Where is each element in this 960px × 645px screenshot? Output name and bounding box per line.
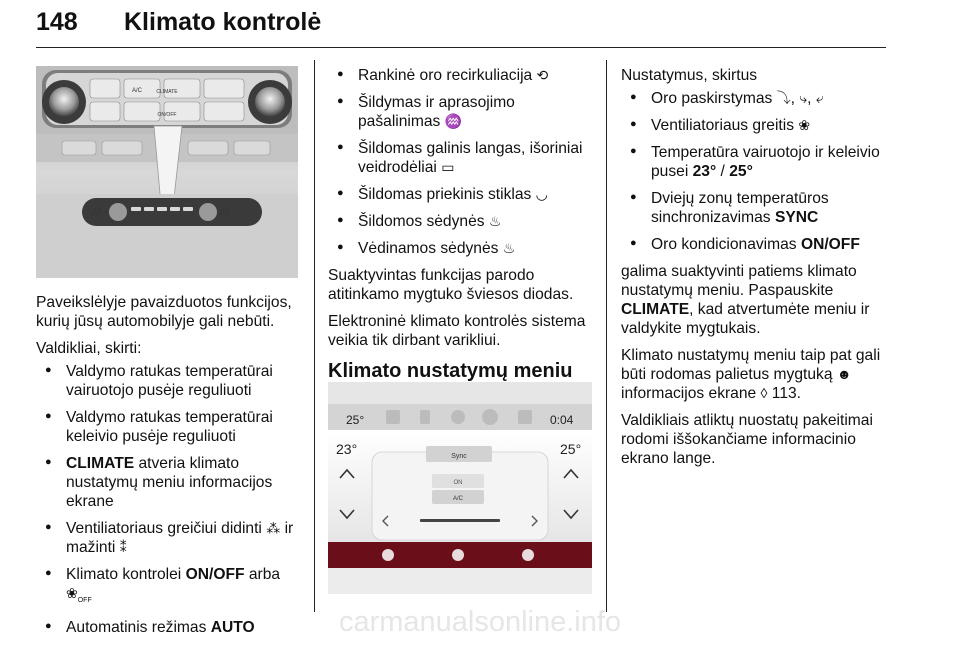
air-distribution-icon-3: ⤶ [815, 90, 824, 106]
list-item: ● Automatinis režimas AUTO [36, 618, 306, 637]
functions-list [328, 66, 596, 258]
list-item: ● Valdymo ratukas temperatūrai keleivio pusėje reguliuoti [36, 408, 306, 446]
controls-list [36, 362, 306, 637]
activate-paragraph: galima suaktyvinti patiems klimato nustatymų meniu. Paspauskite CLIMATE, kad atvertumėte meniu ir valdykite mygtukais. [621, 263, 870, 337]
settings-list [621, 89, 889, 254]
column-divider-2 [606, 60, 607, 612]
screen-outside-temp: 25° [346, 413, 365, 427]
screen-on-label: ON [453, 480, 463, 486]
screen-temp-left: 23° [336, 441, 358, 457]
list-item: ● CLIMATE atveria klimato nustatymų meniu informacijos ekrane [36, 454, 306, 511]
list-item: ● Ventiliatoriaus greičiui didinti ⁂ ir mažinti ⁑ [36, 519, 306, 557]
list-item: ● Vėdinamos sėdynės ♨ [328, 239, 596, 258]
figure-temp-right: 20 [219, 207, 230, 217]
fan-off-icon: ❀ [66, 585, 78, 601]
climate-menu-screen-figure [328, 382, 592, 594]
screen-sync-button: Sync [451, 453, 467, 460]
controls-intro: Valdikliai, skirti: [36, 340, 142, 357]
popup-paragraph: Valdikliais atliktų nuostatų pakeitimai rodomi iššokančiame informacinio ekrano lange. [621, 412, 873, 467]
list-item: ● Temperatūra vairuotojo ir keleivio pusei 23° / 25° [621, 143, 889, 181]
figure-temp-left: 22 [91, 207, 102, 217]
list-item: ● Valdymo ratukas temperatūrai vairuotojo pusėje reguliuoti [36, 362, 306, 400]
watermark: carmanualsonline.info [338, 606, 622, 638]
engine-paragraph: Elektroninė klimato kontrolės sistema veikia tik dirbant varikliui. [328, 313, 586, 349]
header-rule [36, 47, 886, 48]
rear-window-heat-icon: ▭ [441, 159, 455, 175]
screen-ac-label: A/C [452, 496, 464, 502]
figure-onoff-label: ON/OFF [157, 112, 177, 118]
ventilated-seat-icon: ♨ [502, 240, 516, 256]
column-1 [36, 293, 306, 645]
info-display-paragraph: Klimato nustatymų meniu taip pat gali būti rodomas palietus mygtuką ☻ informacijos ekrane ◊ 113. [621, 347, 881, 402]
figure-climate-label: CLIMATE [156, 89, 178, 95]
page-title: Klimato kontrolė [124, 8, 322, 36]
list-item: ● Oro kondicionavimas ON/OFF [621, 235, 889, 254]
screen-clock: 0:04 [550, 413, 574, 427]
list-item: ● Šildomos sėdynės ♨ [328, 212, 596, 231]
recirculation-icon: ⟲ [536, 67, 549, 83]
figure-caption: Paveikslėlyje pavaizduotos funkcijos, kurių jūsų automobilyje gali nebūti. [36, 294, 292, 330]
list-item: ● Rankinė oro recirkuliacija ⟲ [328, 66, 596, 85]
column-3 [621, 66, 889, 476]
list-item: ● Šildomas galinis langas, išoriniai veidrodėliai ▭ [328, 139, 596, 177]
page-number: 148 [36, 8, 78, 36]
fan-increase-icon: ⁂ [266, 520, 281, 536]
list-item: ● Šildymas ir aprasojimo pašalinimas ♒ [328, 93, 596, 131]
climate-app-icon: ☻ [836, 366, 852, 382]
page-header [36, 8, 886, 48]
climate-panel-figure [36, 66, 298, 278]
column-2 [328, 66, 596, 414]
column-divider-1 [314, 60, 315, 612]
fan-decrease-icon: ⁑ [119, 539, 127, 555]
air-distribution-icon-1: ⤵ [776, 90, 791, 106]
list-item: ● Šildomas priekinis stiklas ◡ [328, 185, 596, 204]
screen-temp-right: 25° [560, 441, 582, 457]
defrost-max-icon: ♒ [444, 113, 463, 129]
figure-ac-label: A/C [132, 88, 143, 94]
windscreen-heat-icon: ◡ [535, 186, 548, 202]
list-item: ● Oro paskirstymas ⤵, ⤷, ⤶ [621, 89, 889, 108]
settings-intro: Nustatymus, skirtus [621, 67, 758, 84]
page-reference-icon: ◊ [760, 385, 768, 401]
heated-seat-icon: ♨ [488, 213, 502, 229]
led-paragraph: Suaktyvintas funkcijas parodo atitinkamo mygtuko šviesos diodas. [328, 267, 574, 303]
list-item: ● Klimato kontrolei ON/OFF arba $❀_{OFF}$ [36, 565, 306, 610]
list-item: ● Dviejų zonų temperatūros sinchronizavimas SYNC [621, 189, 889, 227]
air-distribution-icon-2: ⤷ [799, 90, 808, 106]
climate-menu-heading: Klimato nustatymų meniu [328, 360, 573, 382]
list-item: ● Ventiliatoriaus greitis ❀ [621, 116, 889, 135]
fan-speed-icon: ❀ [798, 117, 811, 133]
